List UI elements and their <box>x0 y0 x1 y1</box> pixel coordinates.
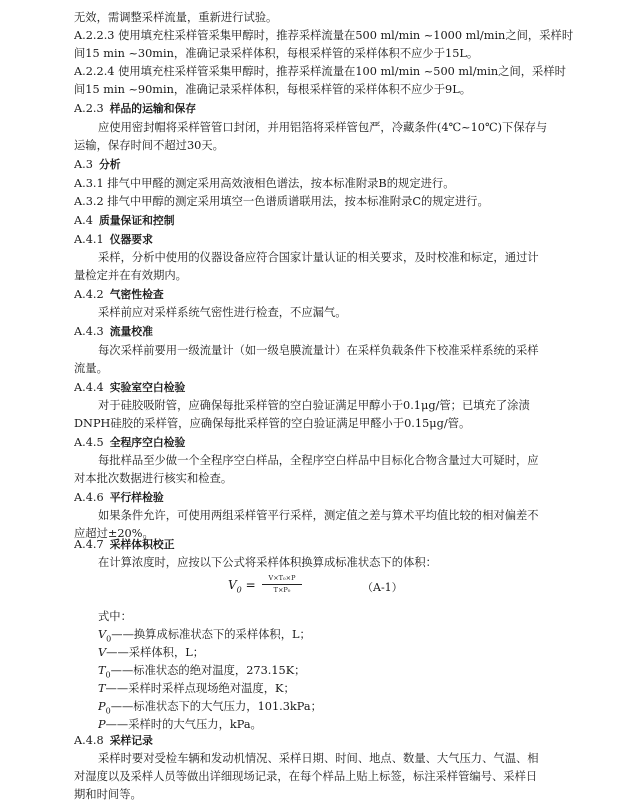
text-line: 运输，保存时间不超过30天。 <box>74 139 224 152</box>
text-line: 流量。 <box>74 362 108 375</box>
section-number: A.2.3 <box>74 102 104 115</box>
text-line: A.2.2.3 使用填充柱采样管采集甲醇时，推荐采样流量在500 ml/min ~1000 ml/min之间，采样时 <box>74 29 574 42</box>
text-line: 对湿度以及采样人员等做出详细现场记录，在每个样品上贴上标签，标注采样管编号、采样日 <box>74 770 538 783</box>
formula-label: （A-1） <box>362 581 403 594</box>
symbol-description: ——采样时的大气压力，kPa。 <box>105 718 262 731</box>
text-line: 式中： <box>98 610 132 623</box>
section-heading <box>74 101 574 116</box>
section-number: A.4.6 <box>74 491 104 504</box>
section-heading <box>74 157 574 172</box>
section-title: 分析 <box>98 158 121 171</box>
symbol-definition <box>98 627 598 646</box>
section-heading <box>74 380 574 395</box>
section-number: A.4.8 <box>74 734 104 747</box>
symbol-definition <box>98 663 598 682</box>
section-heading <box>74 287 574 302</box>
symbol-definition <box>98 699 598 718</box>
text-line: 采样前应对采样系统气密性进行检查，不应漏气。 <box>98 306 347 319</box>
text-line: 采样时要对受检车辆和发动机情况、采样日期、时间、地点、数量、大气压力、气温、相 <box>98 752 539 765</box>
formula-a1 <box>228 574 528 598</box>
section-number: A.4.1 <box>74 233 104 246</box>
section-number: A.4.5 <box>74 436 104 449</box>
section-number: A.4.4 <box>74 381 104 394</box>
section-number: A.4.3 <box>74 325 104 338</box>
symbol: V <box>98 646 107 659</box>
text-line: 采样，分析中使用的仪器设备应符合国家计量认证的相关要求，及时校准和标定，通过计 <box>98 251 539 264</box>
text-line: 间15 min ~30min，准确记录采样体积，每根采样管的采样体积不应少于15L。 <box>74 47 479 60</box>
text-line: 期和时间等。 <box>74 788 142 801</box>
formula-lhs: $V_0$ = <box>228 578 256 595</box>
section-title: 全程序空白检验 <box>109 436 186 449</box>
symbol-definition <box>98 681 598 700</box>
section-title: 平行样检验 <box>109 491 164 504</box>
text-line: A.3.1 排气中甲醛的测定采用高效液相色谱法，按本标准附录B的规定进行。 <box>74 177 455 190</box>
symbol-description: ——标准状态的绝对温度，273.15K； <box>110 664 306 677</box>
text-line: 对于硅胶吸附管，应确保每批采样管的空白验证满足甲醇小于0.1μg/管；已填充了涂渍 <box>98 399 530 412</box>
section-title: 流量校准 <box>109 325 153 338</box>
symbol-description: ——采样时采样点现场绝对温度，K； <box>105 682 295 695</box>
section-heading <box>74 537 574 552</box>
text-line: 应使用密封帽将采样管管口封闭，并用铝箔将采样管包严，冷藏条件(4℃~10℃)下保存与 <box>98 121 548 134</box>
symbol: P <box>98 700 106 713</box>
symbol-description: ——换算成标准状态下的采样体积，L； <box>111 628 311 641</box>
section-title: 采样体积校正 <box>109 538 175 551</box>
text-line: 无效，需调整采样流量，重新进行试验。 <box>74 11 278 24</box>
section-title: 质量保证和控制 <box>98 214 175 227</box>
section-title: 采样记录 <box>109 734 153 747</box>
text-line: 每次采样前要用一级流量计（如一级皂膜流量计）在采样负载条件下校准采样系统的采样 <box>98 344 539 357</box>
section-number: A.4 <box>74 214 93 227</box>
text-line: A.2.2.4 使用填充柱采样管采集甲醇时，推荐采样流量在100 ml/min ~500 ml/min之间，采样时 <box>74 65 566 78</box>
symbol-subscript: 0 <box>105 670 111 680</box>
formula-fraction <box>262 574 302 595</box>
symbol-definition <box>98 645 598 664</box>
section-title: 仪器要求 <box>109 233 153 246</box>
text-line: 如果条件允许，可使用两组采样管平行采样，测定值之差与算术平均值比较的相对偏差不 <box>98 509 539 522</box>
symbol-subscript: 0 <box>105 706 111 716</box>
section-heading <box>74 435 574 450</box>
symbol-subscript: 0 <box>106 634 112 644</box>
text-line: DNPH硅胶的采样管，应确保每批采样管的空白验证满足甲醛小于0.15μg/管。 <box>74 417 471 430</box>
section-number: A.4.2 <box>74 288 104 301</box>
symbol: V <box>98 628 107 641</box>
section-title: 实验室空白检验 <box>109 381 186 394</box>
section-number: A.4.7 <box>74 538 104 551</box>
section-title: 样品的运输和保存 <box>109 102 197 115</box>
text-line: 每批样品至少做一个全程序空白样品，全程序空白样品中目标化合物含量过大可疑时，应 <box>98 454 539 467</box>
formula-denominator: T×P₀ <box>273 586 291 594</box>
symbol-description: ——采样体积，L； <box>106 646 205 659</box>
symbol: T <box>98 682 106 695</box>
section-number: A.3 <box>74 158 93 171</box>
symbol: P <box>98 718 106 731</box>
text-line: A.3.2 排气中甲醇的测定采用填空一色谱质谱联用法，按本标准附录C的规定进行。 <box>74 195 489 208</box>
section-heading <box>74 213 574 228</box>
text-line: 在计算浓度时，应按以下公式将采样体积换算成标准状态下的体积： <box>98 556 437 569</box>
text-line: 应超过±20%。 <box>74 527 154 540</box>
text-line: 对本批次数据进行核实和检查。 <box>74 472 233 485</box>
section-title: 气密性检查 <box>109 288 164 301</box>
text-line: 量检定并在有效期内。 <box>74 269 187 282</box>
symbol: T <box>98 664 106 677</box>
fraction-bar <box>262 584 302 585</box>
symbol-description: ——标准状态下的大气压力，101.3kPa； <box>110 700 322 713</box>
section-heading <box>74 490 574 505</box>
formula-numerator: V×T₀×P <box>268 574 296 582</box>
symbol-definition <box>98 717 598 736</box>
text-line: 间15 min ~90min，准确记录采样体积，每根采样管的采样体积不应少于9L。 <box>74 83 472 96</box>
section-heading <box>74 232 574 247</box>
section-heading <box>74 324 574 339</box>
